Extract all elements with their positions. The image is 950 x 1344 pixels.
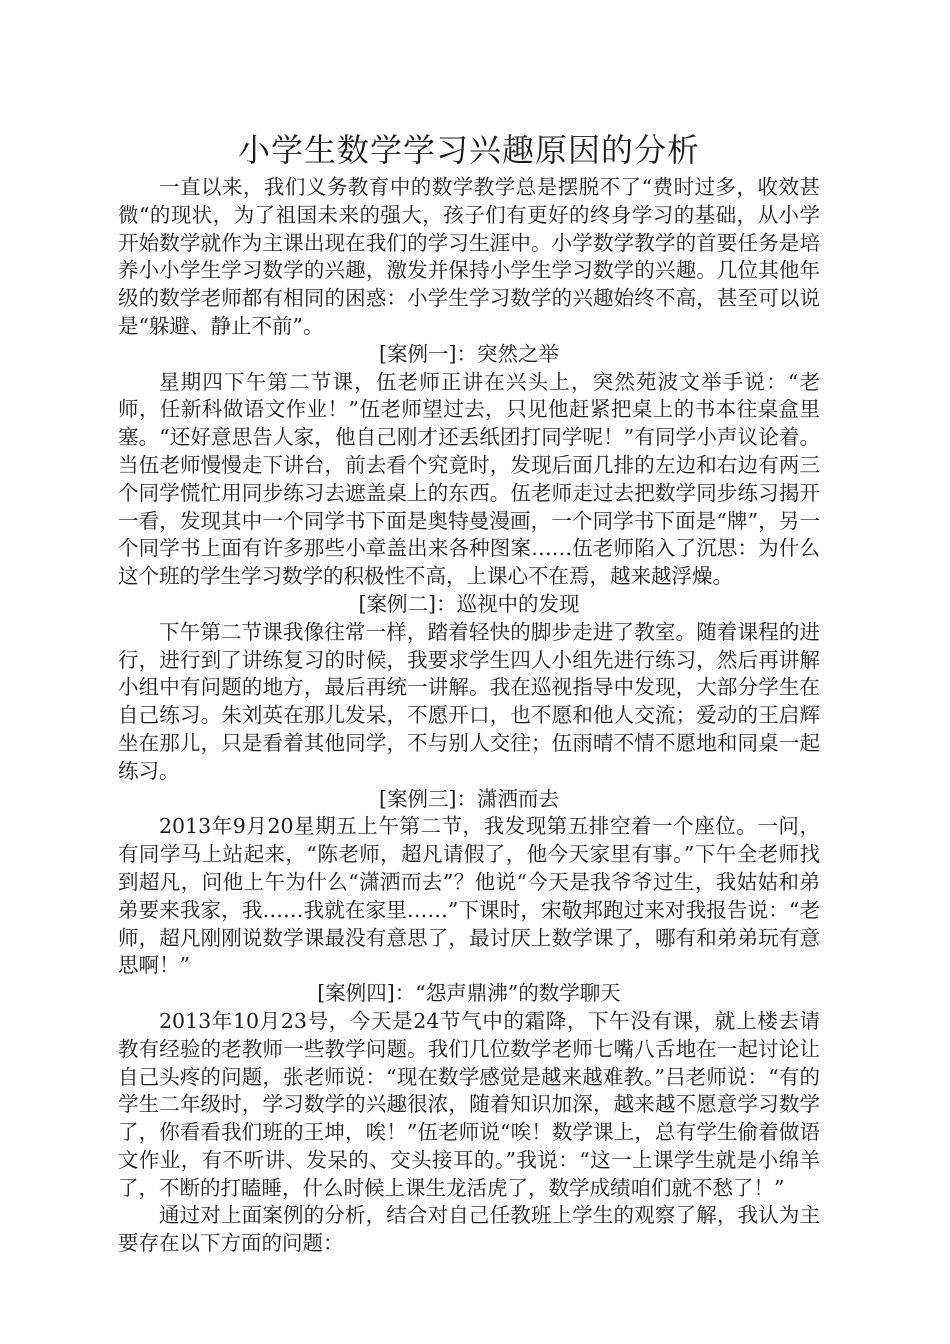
conclusion-paragraph: 通过对上面案例的分析，结合对自己任教班上学生的观察了解，我认为主要存在以下方面的问题：	[118, 1203, 820, 1256]
document-page	[118, 126, 820, 1258]
case-4-heading: [案例四]：“怨声鼎沸”的数学聊天	[317, 981, 621, 1006]
case-1-heading: [案例一]：突然之举	[379, 341, 559, 366]
intro-paragraph: 一直以来，我们义务教育中的数学教学总是摆脱不了“费时过多，收效甚微“的现状，为了祖国未来的强大，孩子们有更好的终身学习的基础，从小学开始数学就作为主课出现在我们的学习生涯中。小学数学教学的首要任务是培养小小学生学习数学的兴趣，激发并保持小学生学习数学的兴趣。几位其他年级的数学老师都有相同的困惑：小学生学习数学的兴趣始终不高，甚至可以说是“躲避、静止不前”。	[118, 175, 820, 338]
document-title: 小学生数学学习兴趣原因的分析	[237, 131, 700, 169]
case-2-heading: [案例二]：巡视中的发现	[358, 591, 580, 616]
case-3-body: 2013年9月20星期五上午第二节，我发现第五排空着一个座位。一问，有同学马上站起来，“陈老师，超凡请假了，他今天家里有事。”下午全老师找到超凡，问他上午为什么“潇洒而去”？他说“今天是我爷爷过生，我姑姑和弟弟要来我家，我……我就在家里……”下课时，宋敬邦跑过来对我报告说：“老师，超凡刚刚说数学课最没有意思了，最讨厌上数学课了，哪有和弟弟玩有意思啊！”	[118, 814, 820, 978]
case-4-body: 2013年10月23号，今天是24节气中的霜降，下午没有课，就上楼去请教有经验的老教师一些教学问题。我们几位数学老师七嘴八舌地在一起讨论让自己头疼的问题，张老师说：“现在数学感觉是越来越难教。”吕老师说：“有的学生二年级时，学习数学的兴趣很浓，随着知识加深，越来越不愿意学习数学了，你看看我们班的王坤，唉！”伍老师说“唉！数学课上，总有学生偷着做语文作业，有不听讲、发呆的、交头接耳的。”我说：“这一上课学生就是小绵羊了，不断的打瞌睡，什么时候上课生龙活虎了，数学成绩咱们就不愁了！”	[118, 1008, 820, 1200]
case-1-body: 星期四下午第二节课，伍老师正讲在兴头上，突然苑波文举手说：“老师，任新科做语文作业！”伍老师望过去，只见他赶紧把桌上的书本往桌盒里塞。“还好意思告人家，他自己刚才还丢纸团打同学呢！”有同学小声议论着。当伍老师慢慢走下讲台，前去看个究竟时，发现后面几排的左边和右边有两三个同学慌忙用同步练习去遮盖桌上的东西。伍老师走过去把数学同步练习揭开一看，发现其中一个同学书下面是奥特曼漫画，一个同学书下面是“牌”，另一个同学书上面有许多那些小章盖出来各种图案……伍老师陷入了沉思：为什么这个班的学生学习数学的积极性不高，上课心不在焉，越来越浮燥。	[118, 369, 820, 589]
case-3-heading: [案例三]：潇洒而去	[379, 786, 559, 811]
case-2-body: 下午第二节课我像往常一样，踏着轻快的脚步走进了教室。随着课程的进行，进行到了讲练复习的时候，我要求学生四人小组先进行练习，然后再讲解小组中有问题的地方，最后再统一讲解。我在巡视指导中发现，大部分学生在自己练习。朱刘英在那儿发呆，不愿开口，也不愿和他人交流；爱动的王启辉坐在那儿，只是看着其他同学，不与别人交往；伍雨晴不情不愿地和同桌一起练习。	[118, 619, 820, 783]
